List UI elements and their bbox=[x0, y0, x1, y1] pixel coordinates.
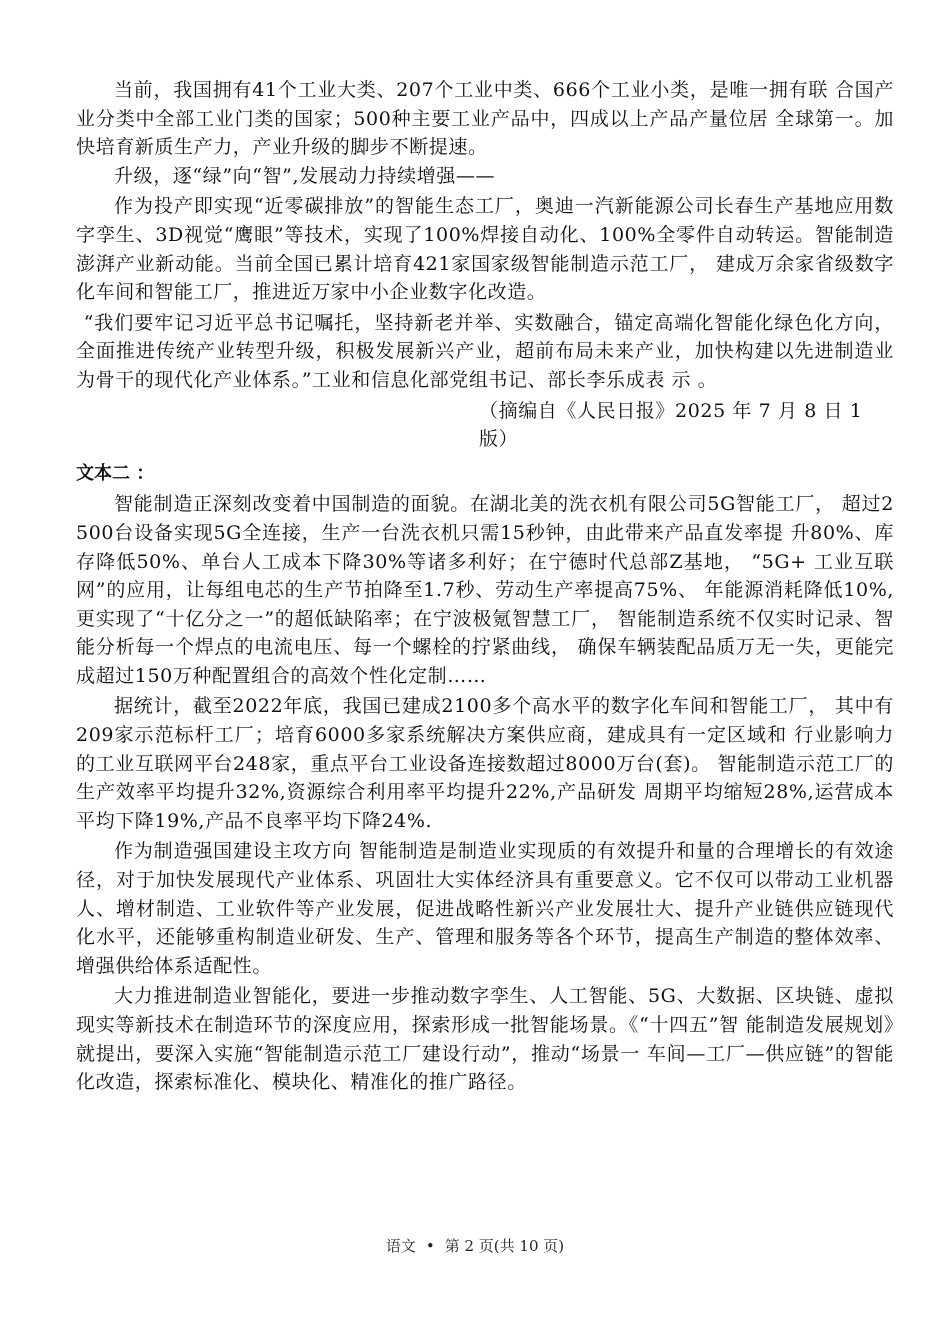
text1-paragraph-1: 当前，我国拥有41个工业大类、207个工业中类、666个工业小类，是唯一拥有联 合国产业分类中全部工业门类的国家；500种主要工业产品中，四成以上产品产量位居 全球第一。加快培育新质生产力，产业升级的脚步不断提速。 bbox=[76, 79, 894, 159]
text1-paragraph-3: 作为投产即实现“近零碳排放”的智能生态工厂，奥迪一汽新能源公司长春生产基地应用数字孪生、3D视觉“鹰眼”等技术，实现了100%焊接自动化、100%全零件自动转运。智能制造澎湃产业新动能。当前全国已累计培育421家国家级智能制造示范工厂， 建成万余家省级数字化车间和智能工厂，推进近万家中小企业数字化改造。 bbox=[76, 195, 894, 304]
text2-paragraph-2: 据统计，截至2022年底，我国已建成2100多个高水平的数字化车间和智能工厂， 其中有209家示范标杆工厂；培育6000多家系统解决方案供应商，建成具有一定区域和 行业影响力的工业互联网平台248家，重点平台工业设备连接数超过8000万台(套)。 智能制造示范工厂的生产效率平均提升32%,资源综合利用率平均提升22%,产品研发 周期平均缩短28%,运营成本平均下降19%,产品不良率平均下降24%. bbox=[76, 695, 894, 832]
text2-label: 文本二 ： bbox=[76, 462, 155, 484]
text1-paragraph-4: “我们要牢记习近平总书记嘱托，坚持新老并举、实数融合，锚定高端化智能化绿色化方向，全面推进传统产业转型升级，积极发展新兴产业，超前布局未来产业，加快构建以先进制造业为骨干的现代化产业体系。”工业和信息化部党组书记、部长李乐成表 示 。 bbox=[76, 311, 894, 391]
text2-paragraph-3: 作为制造强国建设主攻方向 智能制造是制造业实现质的有效提升和量的合理增长的有效途径，对于加快发展现代产业体系、巩固壮大实体经济具有重要意义。它不仅可以带动工业机器人、增材制造、工业软件等产业发展，促进战略性新兴产业发展壮大、提升产业链供应链现代化水平，还能够重构制造业研发、生产、管理和服务等各个环节，提高生产制造的整体效率、增强供给体系适配性。 bbox=[76, 840, 894, 977]
text2-paragraph-1: 智能制造正深刻改变着中国制造的面貌。在湖北美的洗衣机有限公司5G智能工厂， 超过2500台设备实现5G全连接，生产一台洗衣机只需15秒钟，由此带来产品直发率提 升80%、库存降低50%、单台人工成本下降30%等诸多利好；在宁德时代总部Z基地， “5G+ 工业互联网”的应用，让每组电芯的生产节拍降至1.7秒、劳动生产率提高75%、 年能源消耗降低10%,更实现了“十亿分之一”的超低缺陷率；在宁波极氪智慧工厂， 智能制造系统不仅实时记录、智能分析每一个焊点的电流电压、每一个螺栓的拧紧曲线， 确保车辆装配品质万无一失，更能完成超过150万种配置组合的高效个性化定制…… bbox=[76, 493, 894, 687]
footer-subject: 语文 bbox=[385, 1237, 416, 1255]
footer-separator: • bbox=[425, 1237, 435, 1255]
text1-source-citation: （摘编自《人民日报》2025 年 7 月 8 日 1 版） bbox=[479, 399, 863, 451]
text1-paragraph-2: 升级，逐“绿”向“智”,发展动力持续增强—— bbox=[114, 164, 496, 187]
footer-page-info: 第 2 页(共 10 页) bbox=[444, 1237, 565, 1255]
text2-paragraph-4: 大力推进制造业智能化，要进一步推动数字孪生、人工智能、5G、大数据、区块链、虚拟现实等新技术在制造环节的深度应用，探索形成一批智能场景。《“十四五”智 能制造发展规划》就提出，要深入实施“智能制造示范工厂建设行动”，推动“场景一 车间—工厂—供应链”的智能化改造，探索标准化、模块化、精准化的推广路径。 bbox=[76, 985, 894, 1094]
document-page bbox=[76, 76, 894, 1097]
page-footer bbox=[0, 1236, 950, 1256]
